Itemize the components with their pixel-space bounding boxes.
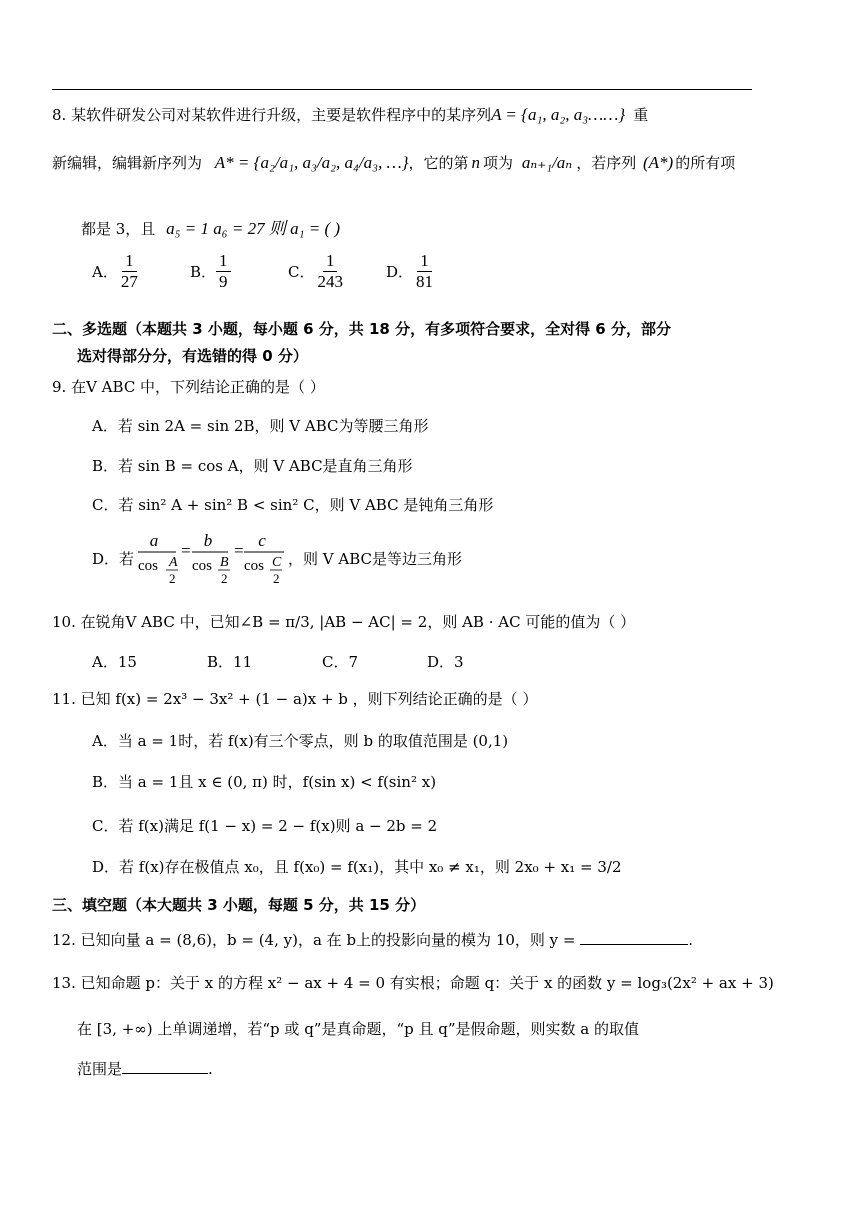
- q8-line1: 8. 某软件研发公司对某软件进行升级，主要是软件程序中的某序列A = {a₁, a₂, a₃……} 重: [52, 105, 649, 124]
- q13-line1: 13. 已知命题 p：关于 x 的方程 x² − ax + 4 = 0 有实根；命题 q：关于 x 的函数 y = log₃(2x² + ax + 3): [52, 974, 774, 992]
- q8-ratio: aₙ₊₁/aₙ: [521, 153, 573, 172]
- q12-answer-blank[interactable]: [580, 930, 688, 945]
- q12-line: 12. 已知向量 a = (8,6)，b = (4, y)，a 在 b上的投影向量的模为 10，则 y = .: [52, 931, 694, 949]
- svg-text:c: c: [258, 531, 266, 550]
- svg-text:b: b: [203, 531, 213, 550]
- section-2-heading-cont: 选对得部分分，有选错的得 0 分）: [77, 347, 308, 365]
- q10-stem: 10. 在锐角V ABC 中，已知∠B = π/3, |AB − AC| = 2，则 AB · AC 可能的值为（ ）: [52, 613, 636, 631]
- q9-option-c: C．若 sin² A + sin² B < sin² C，则 V ABC 是钝角三角形: [92, 496, 494, 514]
- section-2-heading: 二、多选题（本题共 3 小题，每小题 6 分，共 18 分，有多项符合要求，全对得 6 分，部分: [52, 320, 671, 338]
- q8-option-b: B． $\frac{1}{9}$: [190, 252, 288, 291]
- q10-option-c: C．7: [322, 653, 359, 671]
- q10-options: [92, 651, 487, 672]
- q9-option-d: D．若 a cos A 2 = b cos B 2 = c cos C 2 ，则 V ABC是等边三角形: [92, 531, 463, 586]
- q8-option-a: A． $\frac{1}{27}$: [92, 251, 138, 291]
- svg-text:2: 2: [169, 571, 176, 586]
- q11-stem: 11. 已知 f(x) = 2x³ − 3x² + (1 − a)x + b ，则下列结论正确的是（ ）: [52, 690, 538, 708]
- svg-text:=: =: [181, 541, 191, 560]
- q9-d-fractions: [136, 530, 286, 586]
- q11-option-b: B．当 a = 1且 x ∈ (0, π) 时，f(sin x) < f(sin² x): [92, 773, 437, 791]
- q11-option-d: D．若 f(x)存在极值点 x₀，且 f(x₀) = f(x₁)，其中 x₀ ≠ x₁，则 2x₀ + x₁ = 3/2: [92, 858, 622, 876]
- svg-text:cos: cos: [138, 558, 159, 574]
- svg-text:cos: cos: [192, 558, 213, 574]
- q11-option-c: C．若 f(x)满足 f(1 − x) = 2 − f(x)则 a − 2b = 2: [92, 817, 438, 835]
- svg-text:=: =: [234, 541, 244, 560]
- q8-option-d: D． $\frac{1}{81}$: [386, 251, 434, 291]
- q9-option-a: A．若 sin 2A = sin 2B，则 V ABC为等腰三角形: [92, 417, 429, 435]
- svg-text:cos: cos: [244, 558, 265, 574]
- q8-option-c: C． $\frac{1}{243}$: [288, 251, 343, 291]
- q13-line2: 在 [3, +∞) 上单调递增，若“p 或 q”是真命题，“p 且 q”是假命题，则实数 a 的取值: [77, 1020, 640, 1038]
- section-3-heading: 三、填空题（本大题共 3 小题，每题 5 分，共 15 分）: [52, 896, 426, 914]
- q8-line2: 新编辑，编辑新序列为 A* = {a₂/a₁, a₃/a₂, a₄/a₃, …}，它的第 n 项为 aₙ₊₁/aₙ ，若序列 (A*) 的所有项: [52, 153, 736, 172]
- q8-set-astar: A* = {a₂/a₁, a₃/a₂, a₄/a₃, …}: [214, 153, 409, 172]
- svg-text:B: B: [220, 555, 229, 570]
- q10-option-a: A．15: [92, 653, 137, 671]
- svg-text:2: 2: [221, 571, 228, 586]
- header-rule: [52, 89, 752, 90]
- q10-option-b: B．11: [207, 653, 253, 671]
- q9-stem: 9. 在V ABC 中，下列结论正确的是（ ）: [52, 378, 325, 396]
- q8-options: [92, 252, 484, 291]
- svg-text:a: a: [149, 531, 159, 550]
- svg-text:A: A: [169, 555, 178, 570]
- svg-text:C: C: [272, 555, 282, 570]
- q13-answer-blank[interactable]: [122, 1059, 208, 1074]
- svg-text:2: 2: [273, 571, 280, 586]
- q13-line3: 范围是 .: [77, 1060, 213, 1078]
- q9-option-b: B．若 sin B = cos A，则 V ABC是直角三角形: [92, 457, 413, 475]
- q11-option-a: A．当 a = 1时，若 f(x)有三个零点，则 b 的取值范围是 (0,1): [92, 732, 509, 750]
- q8-set-a: A = {a₁, a₂, a₃……}: [491, 105, 626, 124]
- q10-option-d: D．3: [427, 653, 464, 671]
- q8-line3: 都是 3，且 a₅ = 1 a₆ = 27 则 a₁ = ( ): [81, 219, 341, 238]
